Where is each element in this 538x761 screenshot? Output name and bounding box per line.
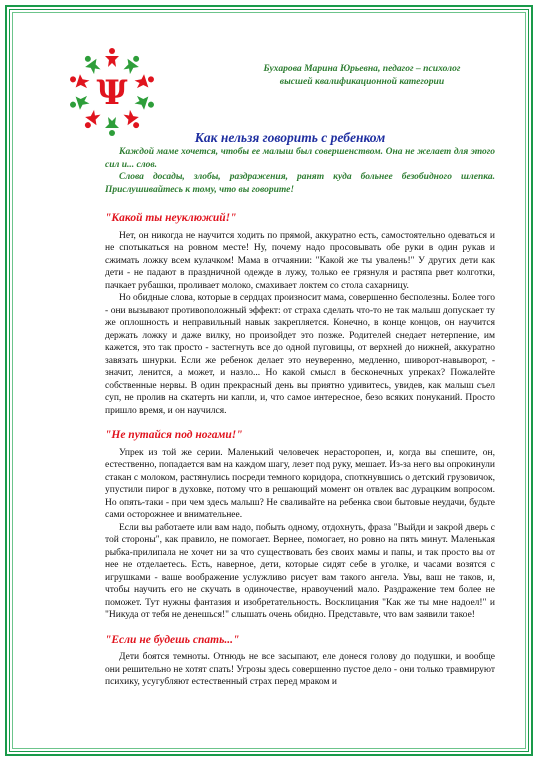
section-paragraph: Дети боятся темноты. Отнюдь не все засыпают, еле донеся голову до подушки, и вообще они решительно не хотят спать! Угрозы здесь совершенно пустое дело - они только травмируют психику, усугубляют естественный страх перед мраком и [105, 652, 495, 687]
intro-paragraph: Слова досады, злобы, раздражения, ранят куда больнее безобидного шлепка. Прислушивайтесь к тому, что вы говорите! [105, 172, 495, 195]
section-heading: "Если не будешь спать..." [105, 633, 240, 646]
author-block [238, 62, 486, 88]
section-paragraph: Упрек из той же серии. Маленький человечек нерасторопен, и, когда вы спешите, он, естественно, попадается вам на каждом шагу, лезет под руку, мешает. Из-за него вы опрокинули стакан с молоком, растянулись посреди темного коридора, споткнувшись о детский грузовичок, упустили пирог в духовке, потому что в решающий момент он отвлек вас дурацким вопросом. Но опять-таки - при чем здесь малыш? Не сваливайте на ребенка свои бытовые неудачи, будьте сами осторожнее и внимательнее. [105, 447, 495, 520]
psychology-logo-icon [64, 44, 160, 140]
svg-text:Ψ: Ψ [96, 73, 128, 113]
intro-paragraph: Каждой маме хочется, чтобы ее малыш был совершенством. Она не желает для этого сил и... слов. [105, 147, 495, 170]
section-paragraph: Но обидные слова, которые в сердцах произносит мама, совершенно бесполезны. Более того - они вызывают противоположный эффект: от страха сделать что-то не так малыш допускает ту же оплошность и неправильный навык закрепляется. Конечно, в конце концов, он научится держать ложку и даже вилку, но произойдет это позже. Родителей снедает нетерпение, им кажется, это так просто - застегнуть все до одной пуговицы, от верхней до нижней, аккуратно завязать шнурки. Если же ребенок делает это неуверенно, медленно, шиворот-навыворот, - значит, ленится, а может, и назло... Но какой смысл в бесконечных упреках? Пожалейте собственные нервы. В один прекрасный день вы приятно удивитесь, увидев, как малыш съел суп, не пролив на скатерть ни капли, и, что самое интересное, безо всяких понуканий. Просто пришло время, и он научился. [105, 293, 495, 416]
page-title: Как нельзя говорить с ребенком [194, 130, 386, 145]
section-heading: "Какой ты неуклюжий!" [105, 212, 237, 224]
logo-figure [134, 93, 156, 112]
section-paragraph: Если вы работаете или вам надо, побыть одному, отдохнуть, фраза "Выйди и закрой дверь с той стороны", как правило, не помогает. Вернее, помогает, но ровно на пять минут. Маленькая рыбка-прилипала не хочет ни за что существовать без своих мамы и папы, и так просто вы от нее не отделаетесь. Есть, наверное, дети, которые сидят себе в уголке, и часами возятся с игрушками - ваше воображение услужливо рисует вам такого ангела. Увы, ваш не таков, и, чтобы научить его не скучать в одиночестве, нравоучений мало. Раздражение тем более не поможет. Тут нужны фантазия и изобретательность. Восклицания "Как же ты мне надоел!" и "Никуда от тебя не денешься!" слышать очень обидно. Представьте, что вам заявили такое! [105, 522, 495, 620]
section-paragraph: Нет, он никогда не научится ходить по прямой, аккуратно есть, самостоятельно одеваться и не спотыкаться на ровном месте! Ну, почему надо просовывать обе руки в один рукав и сжимать ложку всем кулачком! Мама в отчаянии: "Какой же ты увалень!" У других дети как дети - не падают в праздничной одежде в лужу, только ее грязнуля и растяпа рвет колготки, пачкает рубашки, проливает молоко, смахивает локтем со стола сахарницу. [105, 230, 495, 291]
article-body [105, 146, 495, 689]
author-qualification-line: высшей квалификационной категории [279, 76, 445, 87]
logo-figure [134, 72, 156, 91]
logo-figure [68, 72, 90, 91]
section-heading: "Не путайся под ногами!" [105, 429, 243, 441]
logo-figure [68, 93, 90, 112]
logo-figure [105, 48, 119, 67]
author-name-line: Бухарова Марина Юрьевна, педагог – психолог [263, 63, 461, 74]
